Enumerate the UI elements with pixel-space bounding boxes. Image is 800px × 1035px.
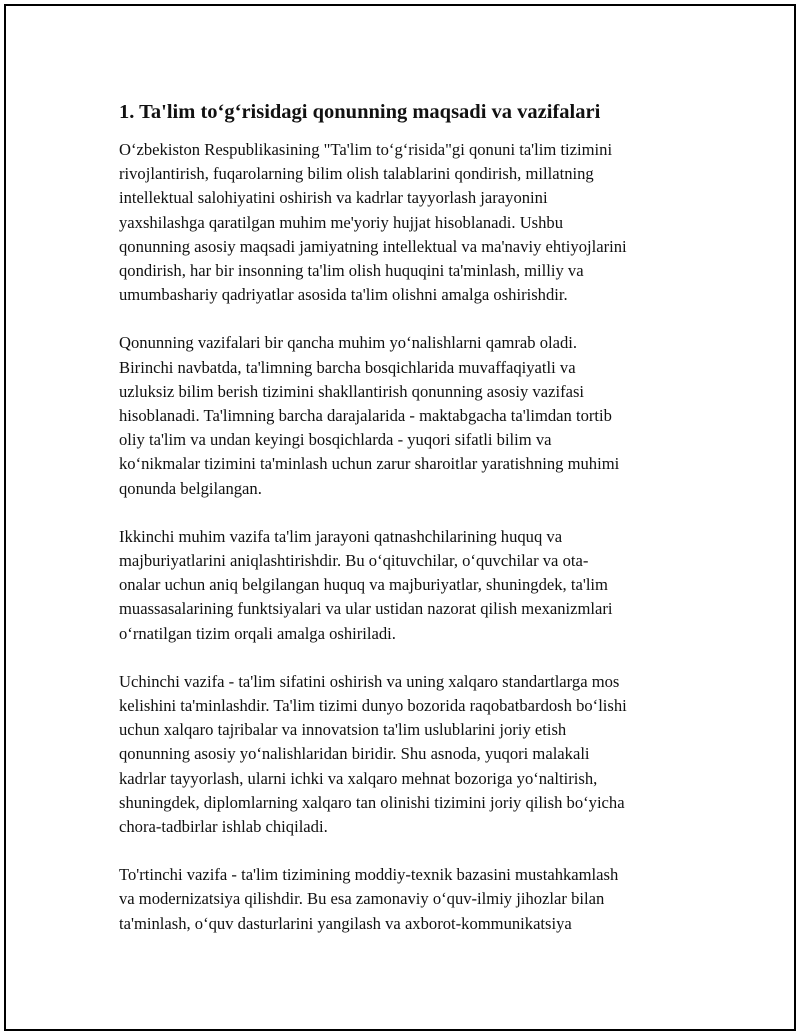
text-line: yaxshilashga qaratilgan muhim me'yoriy hujjat hisoblanadi. Ushbu — [119, 212, 564, 232]
text-line: qondirish, har bir insonning ta'lim olish huquqini ta'minlash, milliy va — [119, 261, 584, 281]
text-line: o‘rnatilgan tizim orqali amalga oshiriladi. — [119, 623, 396, 643]
text-line: ta'minlash, o‘quv dasturlarini yangilash va axborot-kommunikatsiya — [119, 913, 572, 933]
text-line: kelishini ta'minlashdir. Ta'lim tizimi dunyo bozorida raqobatbardosh bo‘lishi — [119, 696, 627, 716]
text-line: To'rtinchi vazifa - ta'lim tizimining moddiy-texnik bazasini mustahkamlash — [119, 865, 619, 885]
text-line: O‘zbekiston Respublikasining "Ta'lim to‘g‘risida"gi qonuni ta'lim tizimini — [119, 140, 613, 159]
paragraph — [119, 331, 699, 500]
text-line: Uchinchi vazifa - ta'lim sifatini oshirish va uning xalqaro standartlarga mos — [119, 671, 620, 691]
paragraph — [119, 863, 699, 936]
document-body — [119, 98, 699, 960]
text-line: chora-tadbirlar ishlab chiqiladi. — [119, 817, 328, 837]
text-line: Qonunning vazifalari bir qancha muhim yo‘nalishlarni qamrab oladi. — [119, 333, 578, 353]
text-line: majburiyatlarini aniqlashtirishdir. Bu o‘qituvchilar, o‘quvchilar va ota- — [119, 551, 589, 571]
paragraph — [119, 525, 699, 646]
text-line: hisoblanadi. Ta'limning barcha darajalarida - maktabgacha ta'limdan tortib — [119, 406, 612, 426]
text-line: ko‘nikmalar tizimini ta'minlash uchun zarur sharoitlar yaratishning muhimi — [119, 454, 620, 474]
text-line: onalar uchun aniq belgilangan huquq va majburiyatlar, shuningdek, ta'lim — [119, 575, 608, 595]
text-line: muassasalarining funktsiyalari va ular ustidan nazorat qilish mexanizmlari — [119, 599, 613, 619]
text-line: umumbashariy qadriyatlar asosida ta'lim olishni amalga oshirishdir. — [119, 285, 568, 305]
page-frame — [4, 4, 796, 1031]
paragraph — [119, 670, 699, 839]
text-line: oliy ta'lim va undan keyingi bosqichlarda - yuqori sifatli bilim va — [119, 430, 552, 450]
text-line: uzluksiz bilim berish tizimini shakllantirish qonunning asosiy vazifasi — [119, 381, 585, 401]
text-line: rivojlantirish, fuqarolarning bilim olish talablarini qondirish, millatning — [119, 164, 594, 184]
text-line: intellektual salohiyatini oshirish va kadrlar tayyorlash jarayonini — [119, 188, 548, 208]
text-line: va modernizatsiya qilishdir. Bu esa zamonaviy o‘quv-ilmiy jihozlar bilan — [119, 889, 605, 909]
text-line: qonunning asosiy maqsadi jamiyatning intellektual va ma'naviy ehtiyojlarini — [119, 236, 627, 256]
text-line: qonunda belgilangan. — [119, 478, 262, 498]
paragraph — [119, 138, 699, 307]
text-line: Ikkinchi muhim vazifa ta'lim jarayoni qatnashchilarining huquq va — [119, 526, 563, 546]
text-line: qonunning asosiy yo‘nalishlaridan biridir. Shu asnoda, yuqori malakali — [119, 744, 590, 764]
section-heading: 1. Ta'lim to‘g‘risidagi qonunning maqsadi va vazifalari — [119, 101, 601, 123]
text-line: kadrlar tayyorlash, ularni ichki va xalqaro mehnat bozoriga yo‘naltirish, — [119, 768, 598, 788]
paragraphs-container — [119, 138, 699, 936]
text-line: uchun xalqaro tajribalar va innovatsion ta'lim uslublarini joriy etish — [119, 720, 567, 740]
text-line: shuningdek, diplomlarning xalqaro tan olinishi tizimini joriy qilish bo‘yicha — [119, 792, 625, 812]
text-line: Birinchi navbatda, ta'limning barcha bosqichlarida muvaffaqiyatli va — [119, 357, 576, 377]
